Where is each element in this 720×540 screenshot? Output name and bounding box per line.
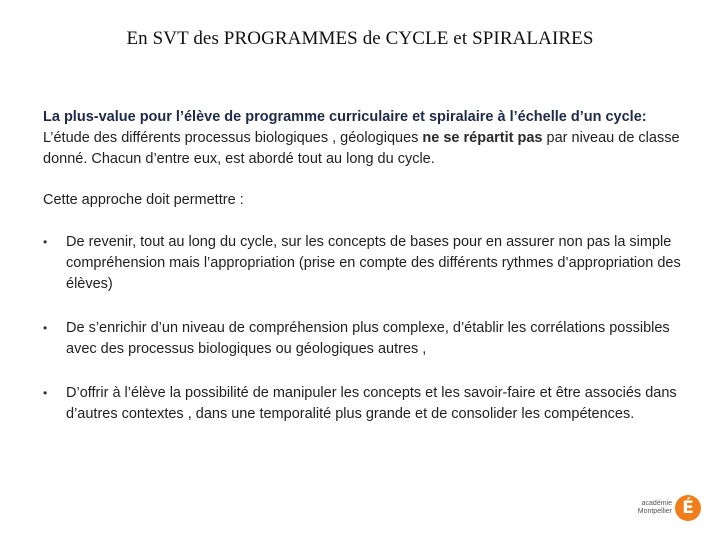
intro-text-1: L’étude des différents processus biologiques , géologiques	[43, 130, 423, 146]
bullet-list	[43, 232, 693, 425]
slide-content	[43, 107, 693, 425]
logo-line-2: Montpellier	[637, 508, 672, 515]
bullet-text: D’offrir à l’élève la possibilité de manipuler les concepts et les savoir-faire et être associés dans d’autres contextes , dans une temporalité plus grande et de consolider les compétences.	[66, 385, 677, 422]
approach-text: Cette approche doit permettre :	[43, 192, 244, 208]
section-heading: La plus-value pour l’élève de programme curriculaire et spiralaire à l’échelle d’un cycle:	[43, 109, 647, 125]
intro-text-2: par niveau de classe donné. Chacun d’entre eux, est abordé tout au long du cycle.	[43, 130, 680, 167]
intro-paragraph	[43, 128, 693, 170]
academie-e-icon: É	[675, 495, 701, 521]
bullet-text: De revenir, tout au long du cycle, sur les concepts de bases pour en assurer non pas la simple compréhension mais l’appropriation (prise en compte des différents rythmes d’appropriation des élèves)	[66, 234, 681, 292]
intro-emphasis: ne se répartit pas	[422, 130, 543, 146]
list-item	[43, 383, 693, 425]
bullet-text: De s’enrichir d’un niveau de compréhension plus complexe, d’établir les corrélations possibles avec des processus biologiques ou géologiques autres ,	[66, 320, 670, 357]
slide-title: En SVT des PROGRAMMES de CYCLE et SPIRALAIRES	[126, 28, 594, 49]
logo-line-1: académie	[641, 500, 672, 507]
logo-text	[636, 500, 672, 516]
academie-logo	[636, 490, 708, 526]
bullet-dot-icon: •	[43, 386, 48, 400]
bullet-dot-icon: •	[43, 235, 48, 249]
list-item	[43, 318, 693, 360]
bullet-dot-icon: •	[43, 321, 48, 335]
list-item	[43, 232, 693, 295]
